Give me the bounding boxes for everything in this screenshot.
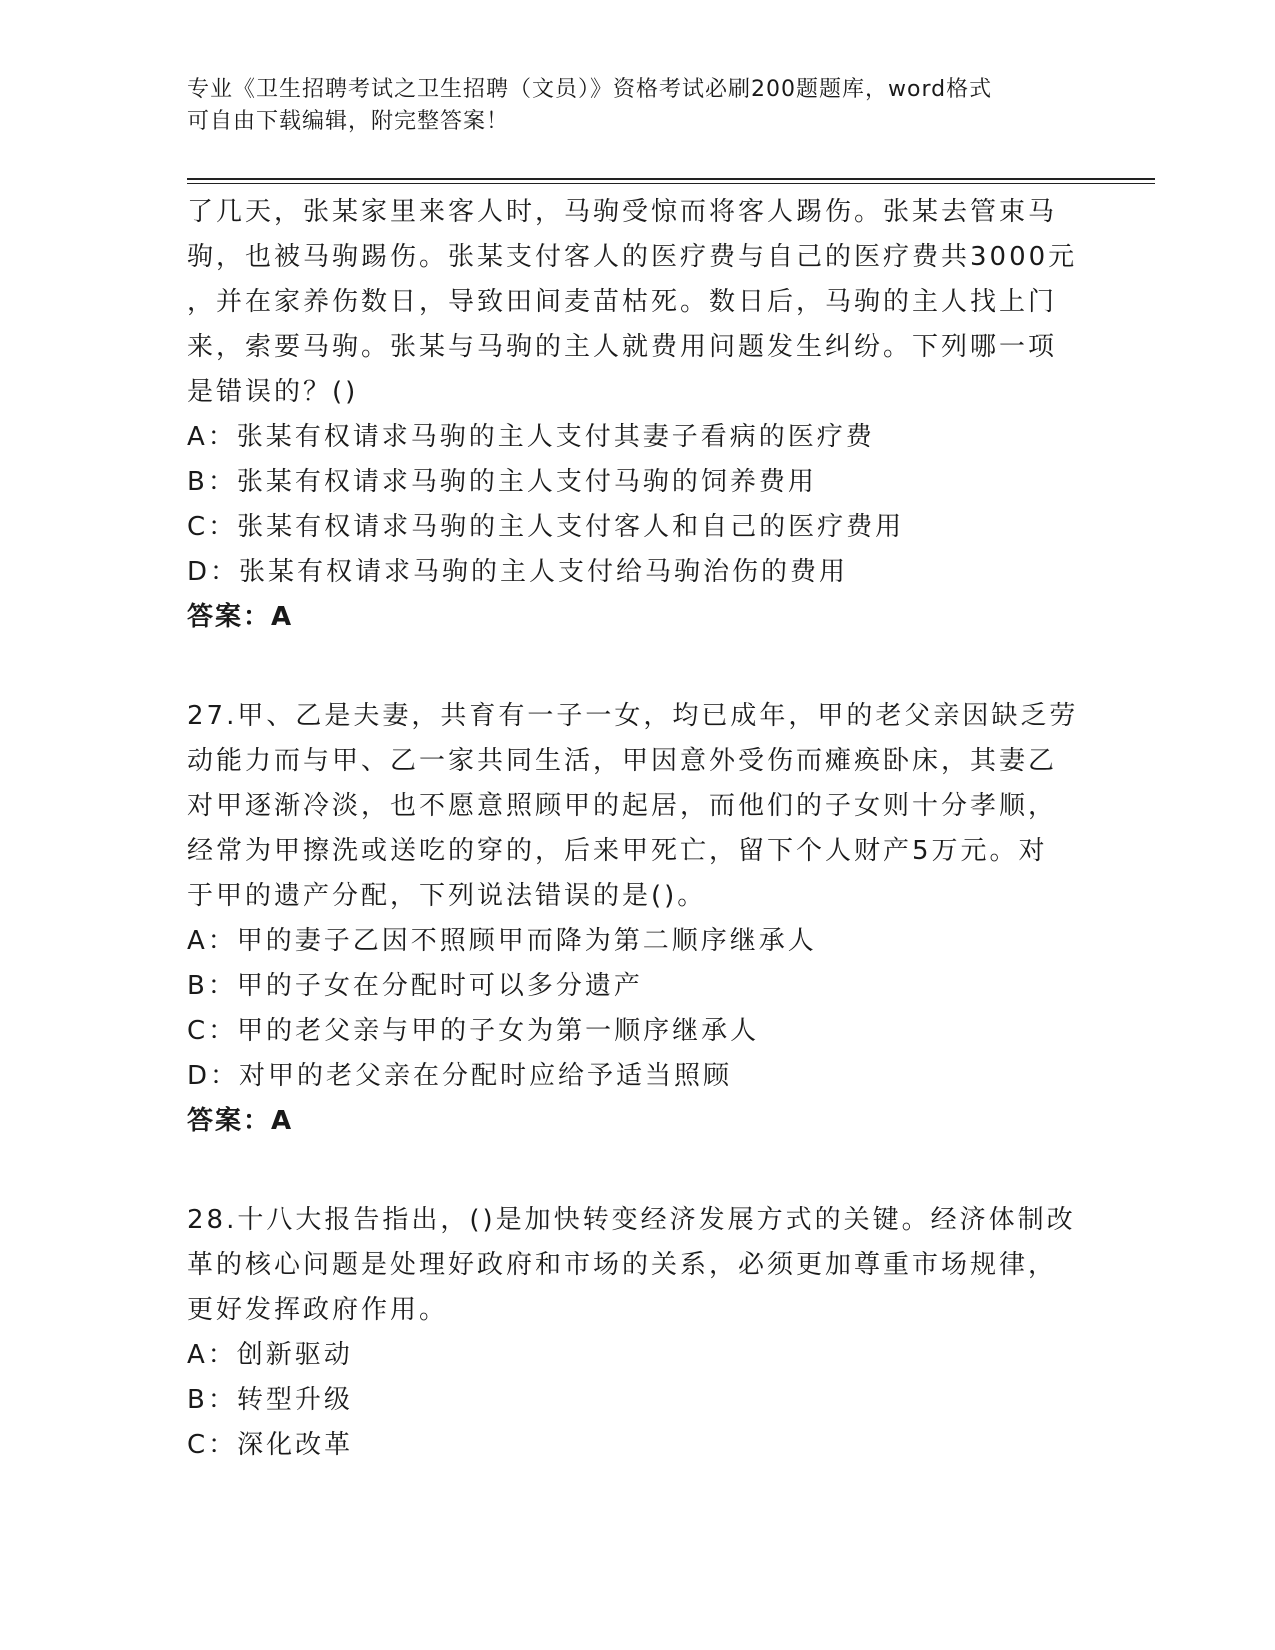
option-c: C：甲的老父亲与甲的子女为第一顺序继承人 (187, 1016, 760, 1046)
page-content (187, 190, 1087, 1468)
option-d: D：张某有权请求马驹的主人支付给马驹治伤的费用 (187, 557, 849, 587)
question-stem-line: 更好发挥政府作用。 (187, 1295, 449, 1325)
header-rule-thick (187, 178, 1155, 180)
question-28 (187, 1198, 1087, 1468)
question-stem-line: 对甲逐渐冷淡，也不愿意照顾甲的起居，而他们的子女则十分孝顺， (187, 791, 1058, 821)
question-26 (187, 190, 1087, 640)
question-stem-line: 驹，也被马驹踢伤。张某支付客人的医疗费与自己的医疗费共3000元 (187, 242, 1078, 272)
question-stem-line: 革的核心问题是处理好政府和市场的关系，必须更加尊重市场规律， (187, 1250, 1058, 1280)
spacer (187, 1144, 1087, 1198)
option-b: B：张某有权请求马驹的主人支付马驹的饲养费用 (187, 467, 817, 497)
question-27 (187, 694, 1087, 1144)
question-stem-line: 经常为甲擦洗或送吃的穿的，后来甲死亡，留下个人财产5万元。对 (187, 836, 1048, 866)
question-stem-line: 28.十八大报告指出，()是加快转变经济发展方式的关键。经济体制改 (187, 1205, 1076, 1235)
question-stem-line: 了几天，张某家里来客人时，马驹受惊而将客人踢伤。张某去管束马 (187, 197, 1058, 227)
header-rule-thin (187, 183, 1155, 184)
option-b: B：转型升级 (187, 1385, 353, 1415)
option-a: A：甲的妻子乙因不照顾甲而降为第二顺序继承人 (187, 926, 817, 956)
option-a: A：创新驱动 (187, 1340, 353, 1370)
option-c: C：深化改革 (187, 1430, 354, 1460)
question-stem-line: 27.甲、乙是夫妻，共育有一子一女，均已成年，甲的老父亲因缺乏劳 (187, 701, 1079, 731)
question-stem-line: 动能力而与甲、乙一家共同生活，甲因意外受伤而瘫痪卧床，其妻乙 (187, 746, 1058, 776)
option-d: D：对甲的老父亲在分配时应给予适当照顾 (187, 1061, 733, 1091)
option-c: C：张某有权请求马驹的主人支付客人和自己的医疗费用 (187, 512, 905, 542)
answer: 答案：A (187, 602, 294, 632)
option-a: A：张某有权请求马驹的主人支付其妻子看病的医疗费 (187, 422, 875, 452)
question-stem-line: 是错误的？() (187, 377, 359, 407)
option-b: B：甲的子女在分配时可以多分遗产 (187, 971, 643, 1001)
header-line-1: 专业《卫生招聘考试之卫生招聘（文员）》资格考试必刷200题题库，word格式 (187, 77, 993, 102)
question-stem-line: 于甲的遗产分配，下列说法错误的是()。 (187, 881, 707, 911)
question-stem-line: 来，索要马驹。张某与马驹的主人就费用问题发生纠纷。下列哪一项 (187, 332, 1058, 362)
header-line-2: 可自由下载编辑，附完整答案！ (187, 109, 510, 134)
question-stem-line: ，并在家养伤数日，导致田间麦苗枯死。数日后，马驹的主人找上门 (187, 287, 1058, 317)
spacer (187, 640, 1087, 694)
answer: 答案：A (187, 1106, 294, 1136)
document-header (187, 74, 1087, 138)
